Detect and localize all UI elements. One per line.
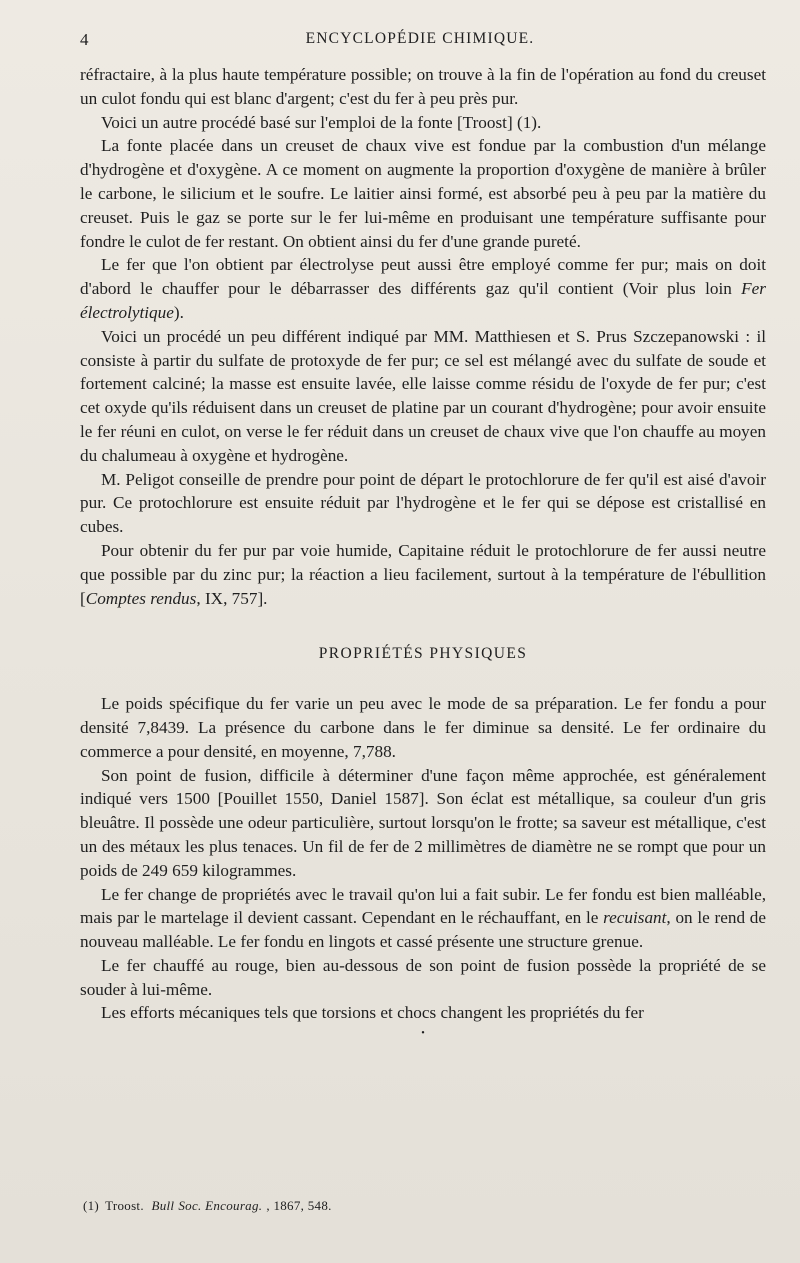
paragraph-11: Le fer chauffé au rouge, bien au-dessous de son point de fusion possède la propriété de se souder à lui-même. bbox=[80, 955, 766, 999]
paragraph-7-text-a: Pour obtenir du fer pur par voie humide, Capitaine réduit le protochlorure de fer aussi neutre que possible par du zinc pur; la réaction a lieu facilement, surtout à la température de l'ébullition [ bbox=[80, 540, 766, 608]
section-heading: PROPRIÉTÉS PHYSIQUES bbox=[318, 645, 528, 663]
paragraph-7 bbox=[80, 539, 766, 610]
paragraph-4 bbox=[80, 253, 766, 324]
paragraph-5: Voici un procédé un peu différent indiqué par MM. Matthiesen et S. Prus Szczepanowski : il consiste à partir du sulfate de protoxyde de fer pur; ce sel est mélangé avec du sulfate de soude et fortement calciné; la masse est ensuite lavée, elle laisse comme résidu de l'oxyde de fer pur; c'est cet oxyde qu'ils réduisent dans un creuset de platine par un courant d'hydrogène; pour avoir ensuite le fer réuni en culot, on verse le fer réduit dans un creuset de chaux vive que l'on chauffe au moyen du chalumeau à oxygène et hydrogène. bbox=[80, 326, 766, 465]
paragraph-10-italic: recuisant bbox=[603, 908, 667, 928]
paragraph-7-italic: Comptes rendus bbox=[85, 588, 197, 608]
paragraph-9: Son point de fusion, difficile à déterminer d'une façon même approchée, est généralement indiqué vers 1500 [Pouillet 1550, Daniel 1587]. Son éclat est métallique, sa couleur d'un gris bleuâtre. Il possède une odeur particulière, surtout lorsqu'on le frotte; sa saveur est métallique, c'est un des métaux les plus tenaces. Un fil de fer de 2 millimètres de diamètre ne se rompt que pour un poids de 249 659 kilogrammes. bbox=[80, 765, 766, 880]
paragraph-10-text-b: , on le rend de nouveau malléable. Le fer fondu en lingots et cassé présente une structure grenue. bbox=[80, 908, 766, 952]
page-body bbox=[80, 63, 766, 1039]
paragraph-2: Voici un autre procédé basé sur l'emploi de la fonte [Troost] (1). bbox=[101, 112, 542, 132]
footnote-rest: , 1867, 548. bbox=[266, 1198, 332, 1213]
paragraph-10 bbox=[80, 883, 766, 954]
footnote bbox=[83, 1198, 760, 1214]
paragraph-12: Les efforts mécaniques tels que torsions et chocs changent les propriétés du fer bbox=[101, 1003, 644, 1023]
paragraph-10-text-a: Le fer change de propriétés avec le travail qu'on lui a fait subir. Le fer fondu est bien malléable, mais par le martelage il devient cassant. Cependant en le réchauffant, en le bbox=[80, 884, 766, 928]
footnote-journal-b: Soc. Encourag. bbox=[178, 1198, 263, 1213]
paragraph-4-italic: Fer électrolytique bbox=[80, 279, 766, 322]
paragraph-4-text-a: Le fer que l'on obtient par électrolyse peut aussi être employé comme fer pur; mais on doit d'abord le chauffer pour le débarrasser des différents gaz qu'il contient (Voir plus loin bbox=[80, 255, 766, 299]
running-title: ENCYCLOPÉDIE CHIMIQUE. bbox=[305, 30, 535, 47]
page-header bbox=[80, 30, 760, 54]
paragraph-3: La fonte placée dans un creuset de chaux vive est fondue par la combustion d'un mélange d'hydrogène et d'oxygène. A ce moment on augmente la proportion d'oxygène de manière à brûler le carbone, le silicium et le soufre. Le laitier ainsi formé, est absorbé peu à peu par la matière du creuset. Puis le gaz se porte sur le fer lui-même en produisant une température suffisante pour fondre le culot de fer restant. On obtient ainsi du fer d'une grande pureté. bbox=[80, 136, 766, 251]
paragraph-1: réfractaire, à la plus haute température possible; on trouve à la fin de l'opération au fond du creuset un culot fondu qui est blanc d'argent; c'est du fer à peu près pur. bbox=[80, 65, 766, 108]
paragraph-7-text-b: , IX, 757]. bbox=[196, 588, 268, 608]
footnote-marker: • bbox=[421, 1028, 425, 1040]
footnote-author: Troost. bbox=[105, 1198, 144, 1213]
paragraph-4-text-b: ). bbox=[173, 302, 184, 322]
paragraph-8: Le poids spécifique du fer varie un peu avec le mode de sa préparation. Le fer fondu a pour densité 7,8439. La présence du carbone dans le fer diminue sa densité. Le fer ordinaire du commerce a pour densité, en moyenne, 7,788. bbox=[80, 694, 766, 761]
paragraph-6: M. Peligot conseille de prendre pour point de départ le protochlorure de fer qu'il est aisé d'avoir pur. Ce protochlorure est ensuite réduit par l'hydrogène et le fer qui se dépose est cristallisé en cubes. bbox=[80, 469, 766, 537]
footnote-number: (1) bbox=[83, 1198, 100, 1213]
footnote-journal-a: Bull bbox=[151, 1198, 175, 1213]
page-number: 4 bbox=[80, 30, 89, 49]
